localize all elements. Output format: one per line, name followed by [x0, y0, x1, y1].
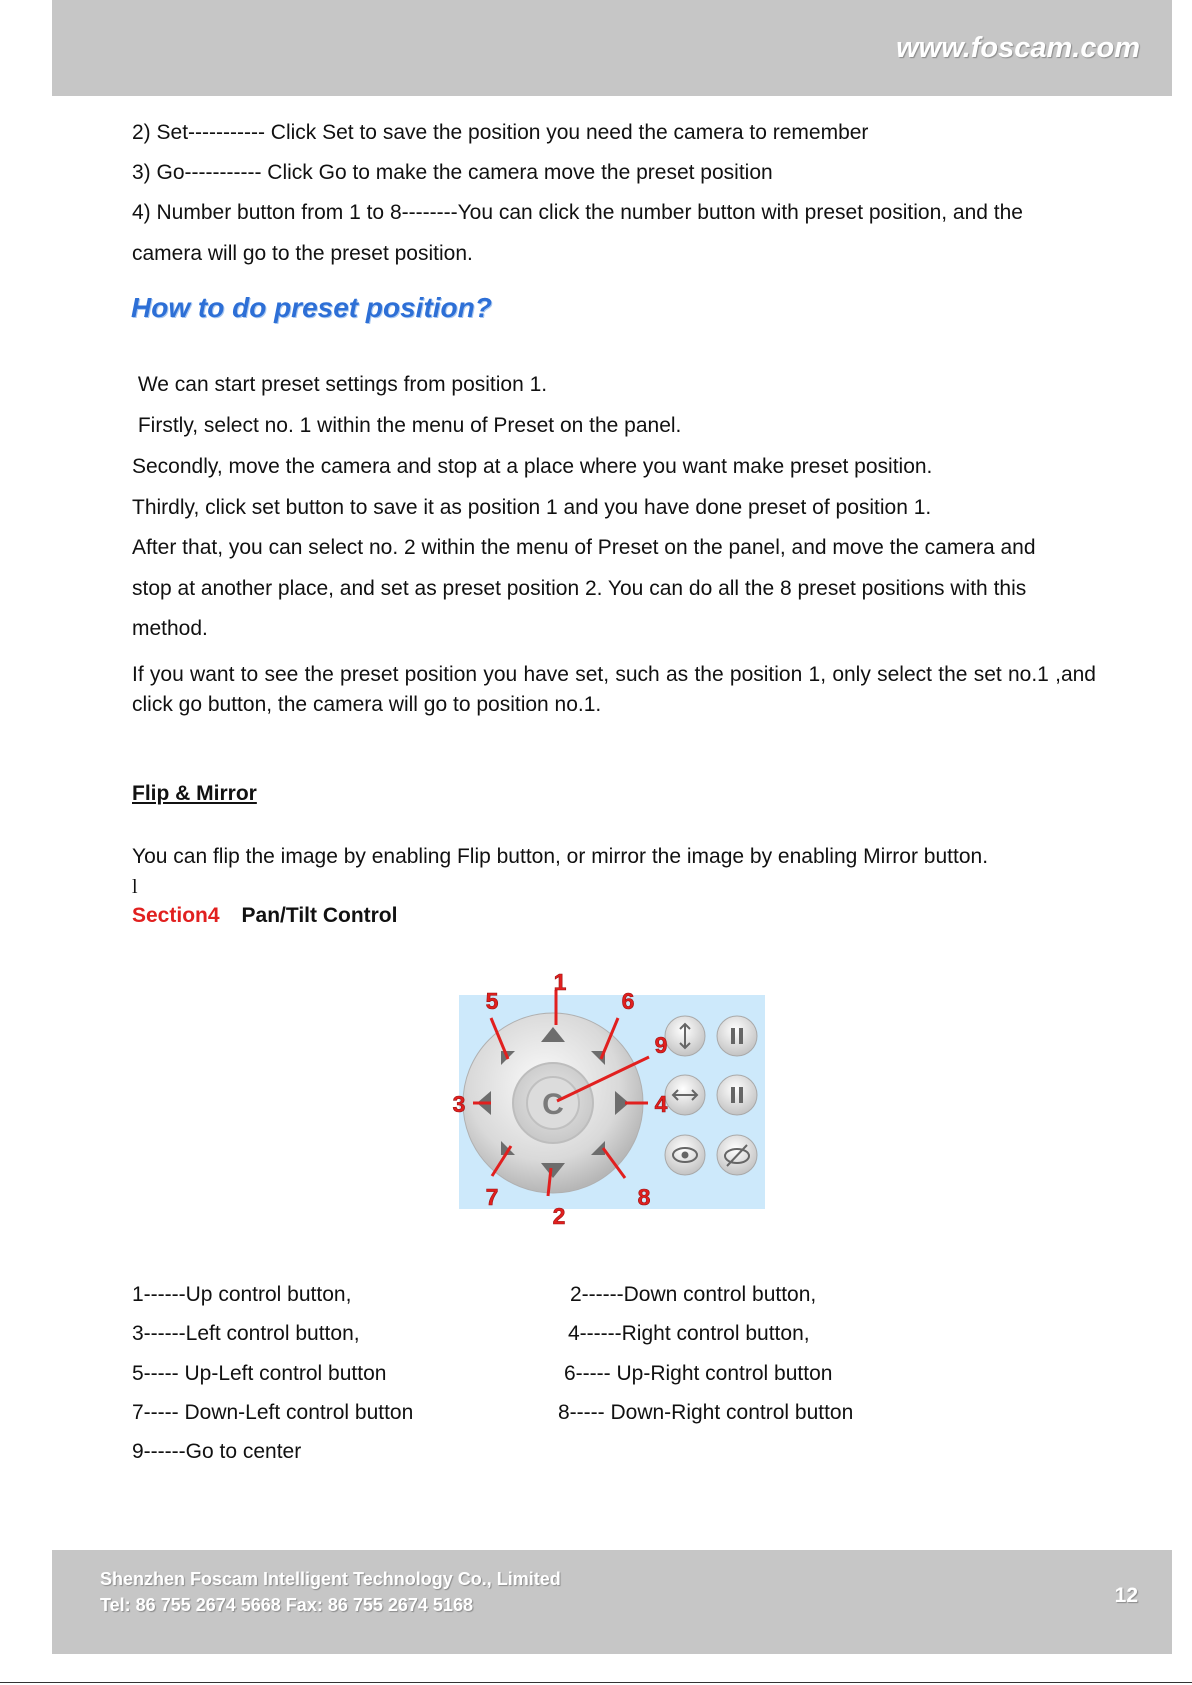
- callout-7: 7: [485, 1184, 499, 1210]
- pause-icon: [739, 1087, 743, 1103]
- stray-character: l: [132, 876, 138, 898]
- callout-3: 3: [452, 1091, 466, 1117]
- pause-icon: [731, 1028, 735, 1044]
- vertical-stop-button[interactable]: [717, 1016, 757, 1056]
- callout-2: 2: [552, 1203, 566, 1229]
- flip-mirror-heading: Flip & Mirror: [132, 782, 257, 805]
- legend-left-item: 7----- Down-Left control button: [132, 1401, 414, 1424]
- preset-line: We can start preset settings from position 1.: [132, 373, 548, 396]
- ptz-figure-svg: [445, 970, 785, 1240]
- callout-5: 5: [485, 988, 499, 1014]
- footer-contact: Tel: 86 755 2674 5668 Fax: 86 755 2674 5168: [100, 1595, 473, 1615]
- preset-line: Firstly, select no. 1 within the menu of Preset on the panel.: [132, 414, 682, 437]
- preset-line: method.: [132, 617, 208, 640]
- ptz-control-figure: [445, 970, 785, 1240]
- preset-line: Secondly, move the camera and stop at a place where you want make preset position.: [132, 455, 933, 478]
- footer-company: Shenzhen Foscam Intelligent Technology Co., Limited: [100, 1569, 561, 1589]
- pause-icon: [739, 1028, 743, 1044]
- callout-8: 8: [637, 1184, 651, 1210]
- legend-right-item: 4------Right control button,: [568, 1322, 810, 1345]
- section-title: Pan/Tilt Control: [241, 904, 398, 927]
- legend-left-item: 5----- Up-Left control button: [132, 1362, 387, 1385]
- section-number: Section4: [132, 904, 220, 927]
- preset-line: stop at another place, and set as preset position 2. You can do all the 8 preset positions with this: [132, 577, 1027, 600]
- legend-left-item: 3------Left control button,: [132, 1322, 360, 1345]
- bottom-rule: [0, 1682, 1192, 1683]
- center-glyph: C: [542, 1088, 564, 1121]
- footer-band: [52, 1550, 1172, 1654]
- legend-left-item: 9------Go to center: [132, 1440, 302, 1463]
- legend-right-item: 2------Down control button,: [570, 1283, 817, 1306]
- intro-line-set: 2) Set----------- Click Set to save the position you need the camera to remember: [132, 121, 869, 144]
- pause-icon: [731, 1087, 735, 1103]
- preset-heading: How to do preset position?: [131, 292, 492, 323]
- intro-line-number: 4) Number button from 1 to 8--------You can click the number button with preset position, and the: [132, 201, 1023, 224]
- flip-mirror-text: You can flip the image by enabling Flip button, or mirror the image by enabling Mirror button.: [132, 845, 989, 868]
- legend-left-item: 1------Up control button,: [132, 1283, 352, 1306]
- eye-pupil: [682, 1152, 689, 1159]
- preset-line: Thirdly, click set button to save it as position 1 and you have done preset of position 1.: [132, 496, 932, 519]
- page-number: 12: [1114, 1584, 1138, 1607]
- header-band: [52, 0, 1172, 96]
- callout-1: 1: [553, 970, 567, 995]
- callout-9: 9: [654, 1032, 668, 1058]
- callout-6: 6: [621, 988, 635, 1014]
- callout-4: 4: [654, 1091, 668, 1117]
- intro-line-continued: camera will go to the preset position.: [132, 242, 473, 265]
- legend-right-item: 8----- Down-Right control button: [558, 1401, 854, 1424]
- intro-line-go: 3) Go----------- Click Go to make the camera move the preset position: [132, 161, 773, 184]
- preset-final-paragraph: If you want to see the preset position you have set, such as the position 1, only select the set no.1 ,and click go button, the camera will go to position no.1.: [132, 663, 1096, 716]
- site-url: www.foscam.com: [896, 32, 1140, 64]
- legend-right-item: 6----- Up-Right control button: [564, 1362, 833, 1385]
- section-heading: [132, 904, 397, 928]
- horizontal-stop-button[interactable]: [717, 1075, 757, 1115]
- preset-line: After that, you can select no. 2 within the menu of Preset on the panel, and move the camera and: [132, 536, 1036, 559]
